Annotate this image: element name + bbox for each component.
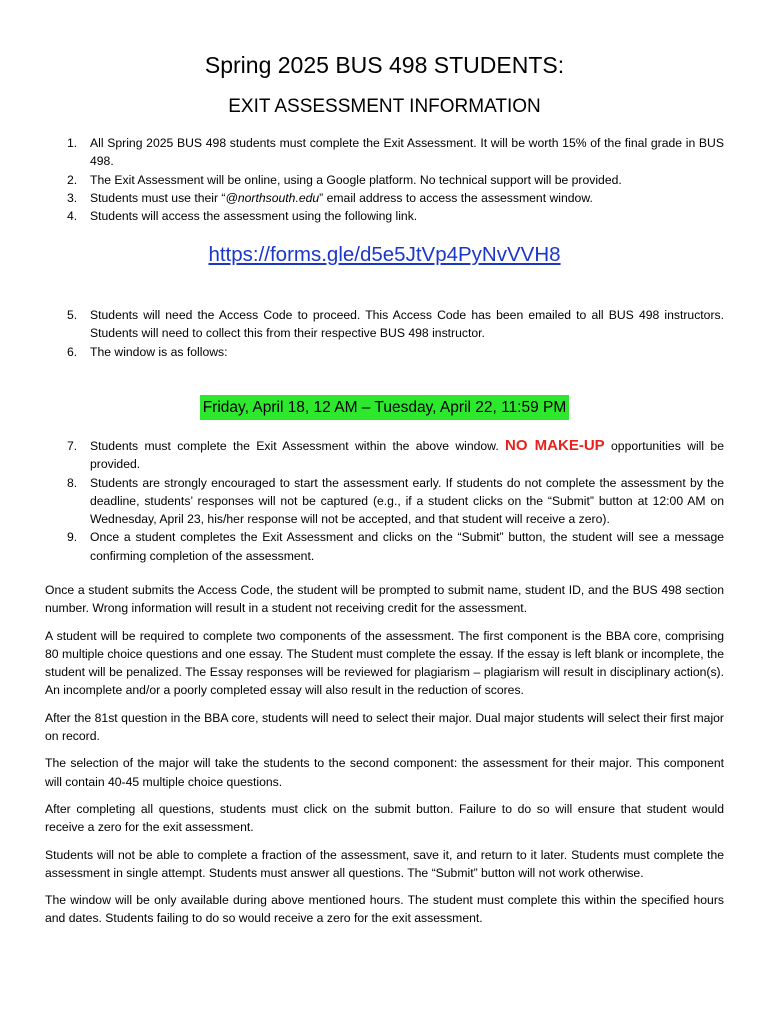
- list-text: Students are strongly encouraged to start the assessment early. If students do not complete the assessment by the deadline, students’ responses will not be captured (e.g., if a student clicks on the “Submit” button at 12:00 AM on Wednesday, April 23, his/her response will not be accepted, and that student will receive a zero).: [90, 475, 724, 527]
- list-item: [45, 134, 724, 171]
- list-text: The Exit Assessment will be online, using a Google platform. No technical support will be provided.: [90, 172, 622, 187]
- paragraph: After the 81st question in the BBA core, students will need to select their major. Dual major students will select their first major on record.: [45, 710, 724, 744]
- instruction-list-3: [45, 437, 724, 565]
- list-text-post: ” email address to access the assessment window.: [319, 190, 593, 205]
- list-item: [45, 306, 724, 343]
- paragraph: Students will not be able to complete a fraction of the assessment, save it, and return to it later. Students must complete the assessment in single attempt. Students must answer all questions. The “Submit” button will not work otherwise.: [45, 847, 724, 880]
- assessment-window: [45, 395, 724, 420]
- list-number: 7.: [67, 439, 78, 453]
- list-number: 9.: [67, 530, 78, 545]
- list-text-pre: Students must complete the Exit Assessment within the above window.: [90, 439, 506, 453]
- list-number: 6.: [67, 344, 78, 359]
- list-number: 3.: [67, 190, 78, 205]
- list-text: All Spring 2025 BUS 498 students must complete the Exit Assessment. It will be worth 15% of the final grade in BUS 498.: [90, 136, 724, 169]
- window-dates: Friday, April 18, 12 AM – Tuesday, April 22, 11:59 PM: [200, 395, 570, 420]
- list-text: Students will need the Access Code to proceed. This Access Code has been emailed to all BUS 498 instructors. Students will need to collect this from their respective BUS 498 instructor.: [90, 308, 724, 341]
- list-text: [90, 437, 724, 474]
- list-text: Students will access the assessment using the following link.: [90, 209, 418, 224]
- paragraph: Once a student submits the Access Code, the student will be prompted to submit name, student ID, and the BUS 498 section number. Wrong information will result in a student not receiving credit for the assessment.: [45, 583, 724, 616]
- list-item: [45, 437, 724, 474]
- paragraph: The selection of the major will take the students to the second component: the assessment for their major. This component will contain 40-45 multiple choice questions.: [45, 756, 724, 789]
- list-text: The window is as follows:: [90, 344, 228, 359]
- assessment-link[interactable]: https://forms.gle/d5e5JtVp4PyNvVVH8: [208, 243, 561, 266]
- no-makeup-warning: NO MAKE-UP: [505, 437, 605, 454]
- list-item: [45, 171, 724, 189]
- instruction-list-1: [45, 134, 724, 225]
- list-number: 5.: [67, 308, 78, 322]
- paragraph: After completing all questions, students must click on the submit button. Failure to do so will ensure that student would receive a zero for the exit assessment.: [45, 801, 724, 835]
- page-subtitle: EXIT ASSESSMENT INFORMATION: [228, 96, 541, 117]
- paragraph: A student will be required to complete two components of the assessment. The first component is the BBA core, comprising 80 multiple choice questions and one essay. The Student must complete the essay. If the essay is left blank or incomplete, the student will be penalized. The Essay responses will be reviewed for plagiarism – plagiarism will result in disciplinary action(s). An incomplete and/or a poorly completed essay will also result in the reduction of scores.: [45, 628, 724, 698]
- list-text: [90, 189, 724, 207]
- page-title: Spring 2025 BUS 498 STUDENTS:: [204, 52, 565, 78]
- list-text: Once a student completes the Exit Assessment and clicks on the “Submit” button, the student will see a message confirming completion of the assessment.: [90, 530, 724, 563]
- instruction-list-2: [45, 306, 724, 361]
- list-number: 4.: [67, 209, 78, 224]
- list-item: [45, 189, 724, 207]
- list-number: 8.: [67, 475, 78, 490]
- list-item: [45, 528, 724, 565]
- list-text-pre: Students must use their “: [90, 190, 226, 205]
- list-item: [45, 474, 724, 529]
- list-number: 1.: [67, 136, 78, 150]
- paragraph: The window will be only available during above mentioned hours. The student must complete this within the specified hours and dates. Students failing to do so would receive a zero for the exit assessment.: [45, 893, 724, 926]
- list-item: [45, 343, 724, 361]
- assessment-link-container: [45, 240, 724, 270]
- list-item: [45, 207, 724, 225]
- body-paragraphs: [45, 581, 724, 937]
- list-text-post: opportunities will be provided.: [90, 439, 724, 472]
- email-domain: @northsouth.edu: [225, 190, 320, 205]
- list-number: 2.: [67, 172, 78, 187]
